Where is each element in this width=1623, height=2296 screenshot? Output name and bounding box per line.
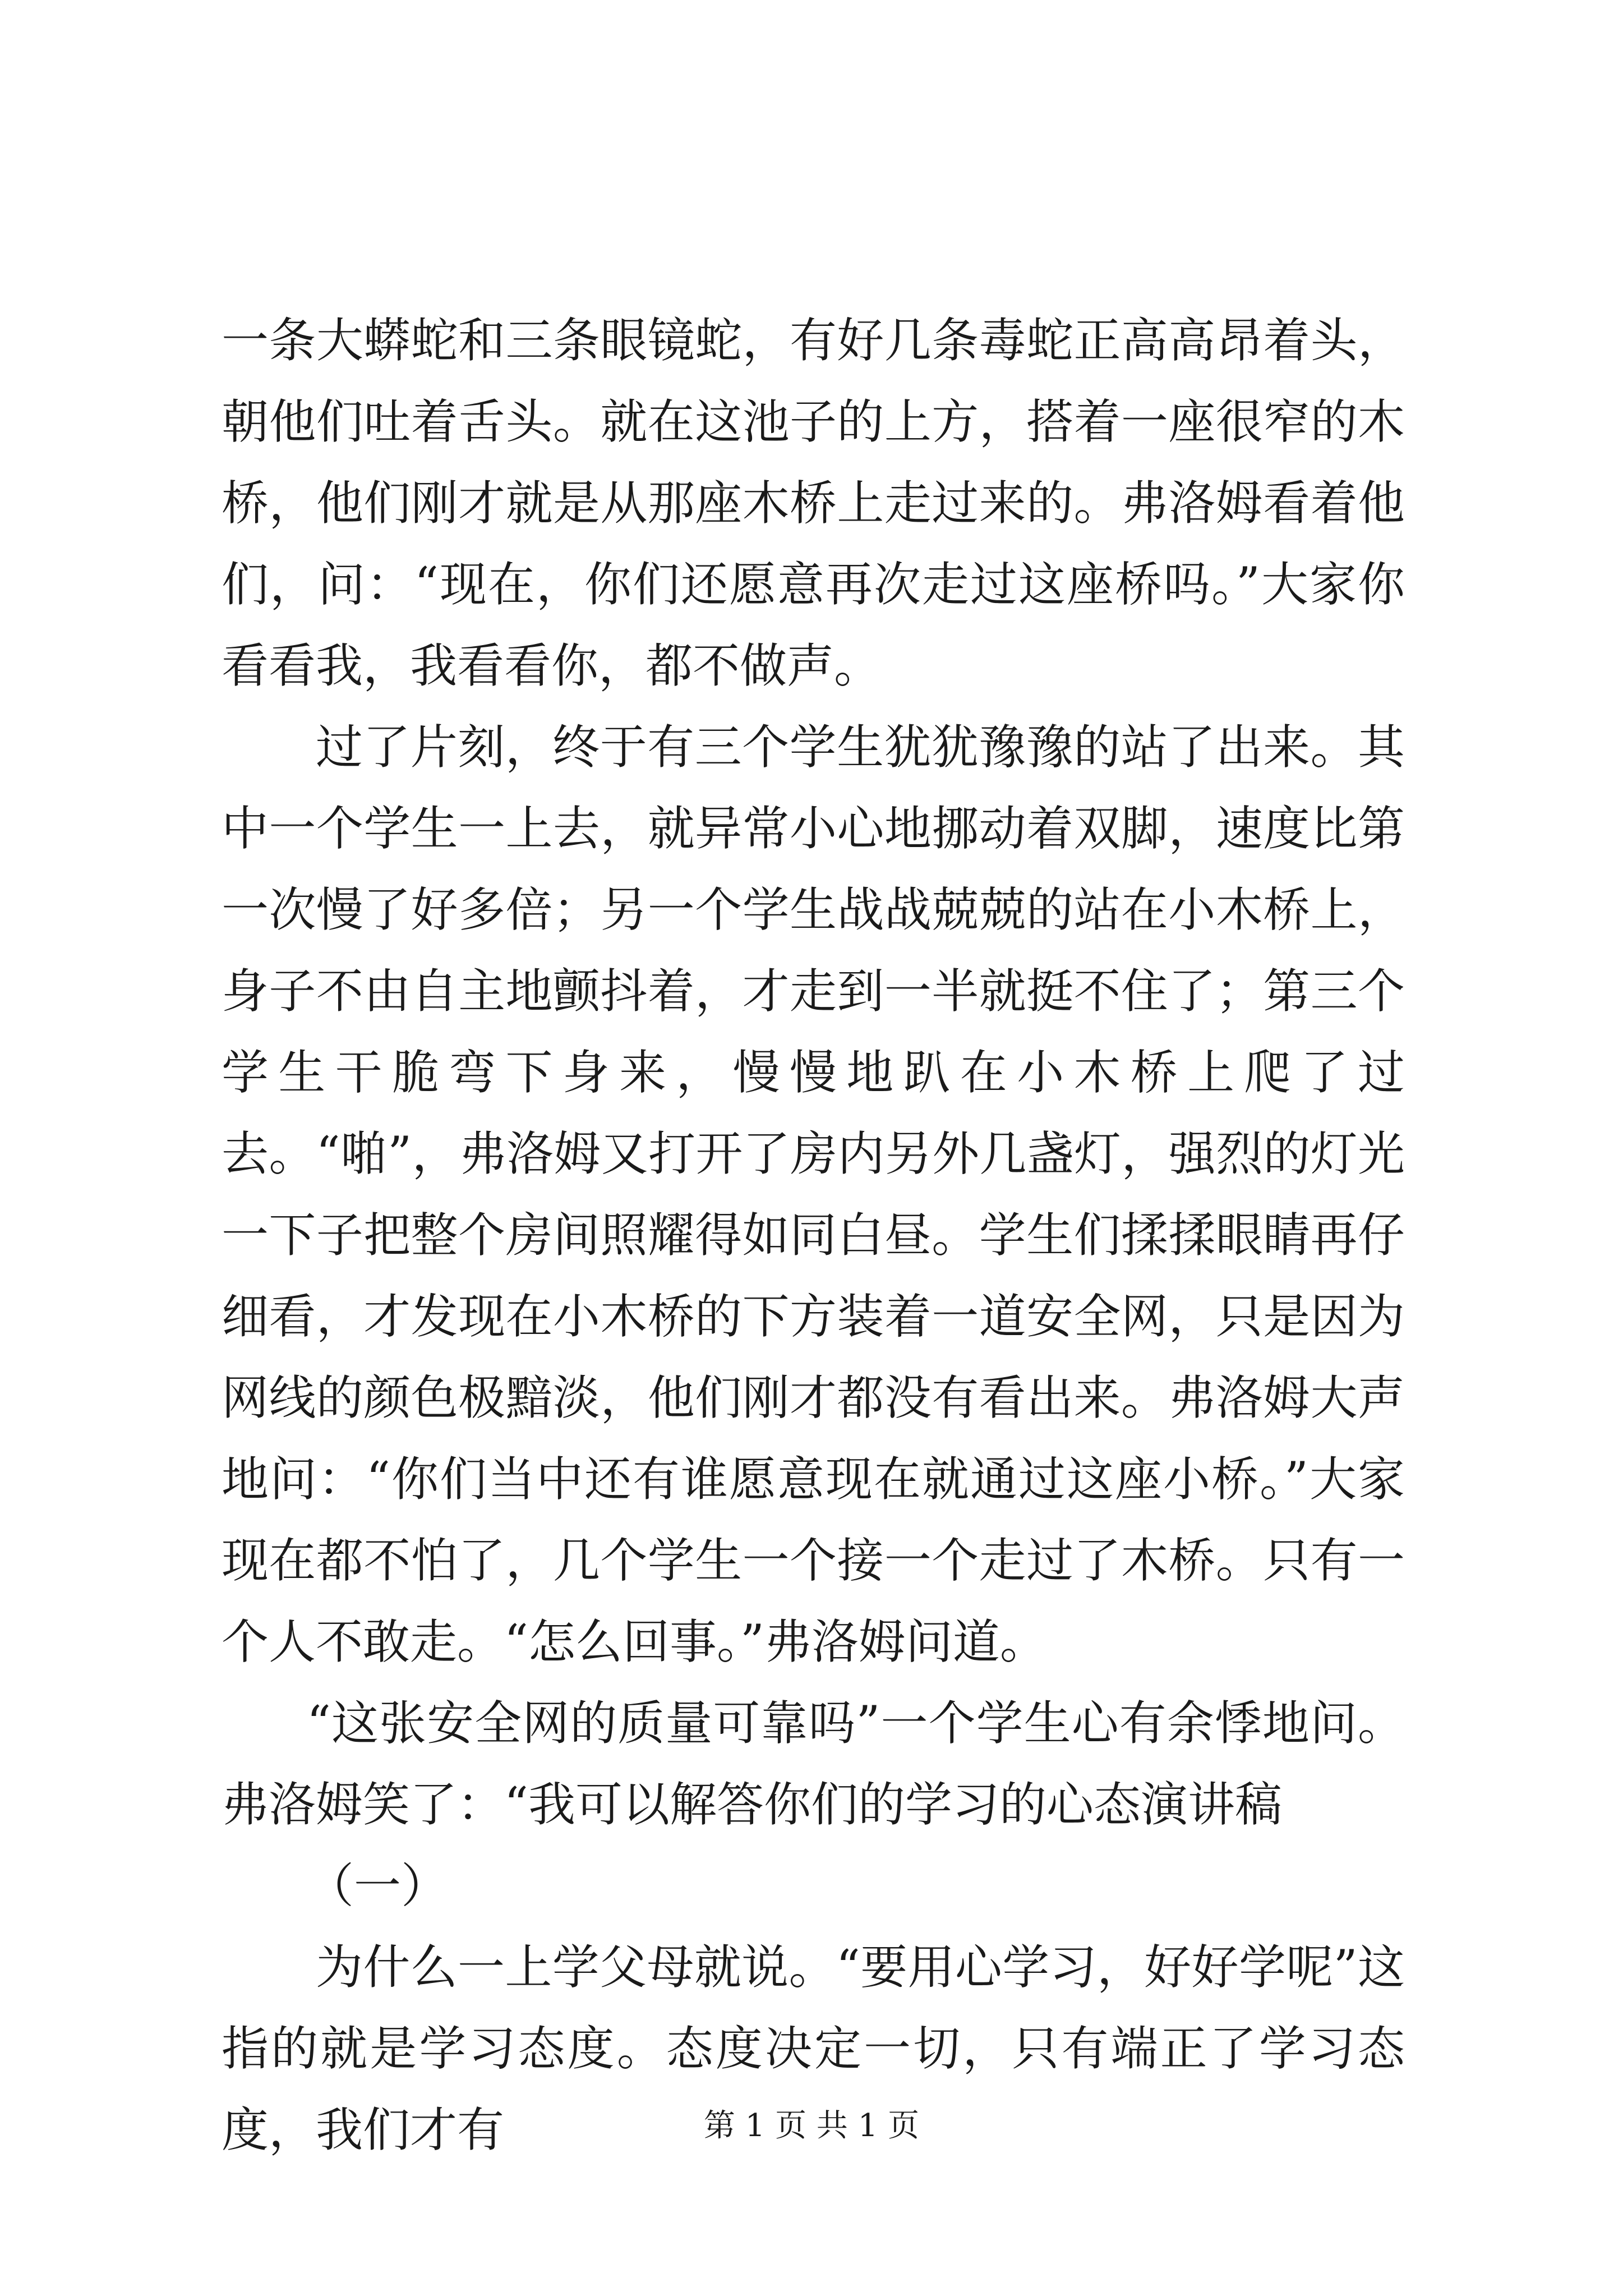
paragraph-1: 一条大蟒蛇和三条眼镜蛇，有好几条毒蛇正高高昂着头，朝他们吐着舌头。就在这池子的上方，搭着一座很窄的木桥，他们刚才就是从那座木桥上走过来的。弗洛姆看着他们，问：“现在，你们还愿意再次走过这座桥吗。”大家你看看我，我看看你，都不做声。 (222, 313, 1405, 693)
page-footer: 第 1 页 共 1 页 (703, 2108, 920, 2144)
paragraph-3: “这张安全网的质量可靠吗”一个学生心有余悸地问。弗洛姆笑了：“我可以解答你们的学习的心态演讲稿 (222, 1696, 1405, 1832)
section-heading: （一） (307, 1858, 449, 1913)
paragraph-2: 过了片刻，终于有三个学生犹犹豫豫的站了出来。其中一个学生一上去，就异常小心地挪动着双脚，速度比第一次慢了好多倍；另一个学生战战兢兢的站在小木桥上，身子不由自主地颤抖着，才走到一半就挺不住了；第三个学生干脆弯下身来，慢慢地趴在小木桥上爬了过去。“啪”，弗洛姆又打开了房内另外几盏灯，强烈的灯光一下子把整个房间照耀得如同白昼。学生们揉揉眼睛再仔细看，才发现在小木桥的下方装着一道安全网，只是因为网线的颜色极黯淡，他们刚才都没有看出来。弗洛姆大声地问：“你们当中还有谁愿意现在就通过这座小桥。”大家现在都不怕了，几个学生一个接一个走过了木桥。只有一个人不敢走。“怎么回事。”弗洛姆问道。 (222, 720, 1405, 1669)
body-text (222, 300, 1405, 2171)
paragraph-4: 为什么一上学父母就说。“要用心学习，好好学呢”这指的就是学习态度。态度决定一切，只有端正了学习态度，我们才有 (222, 1940, 1405, 2157)
